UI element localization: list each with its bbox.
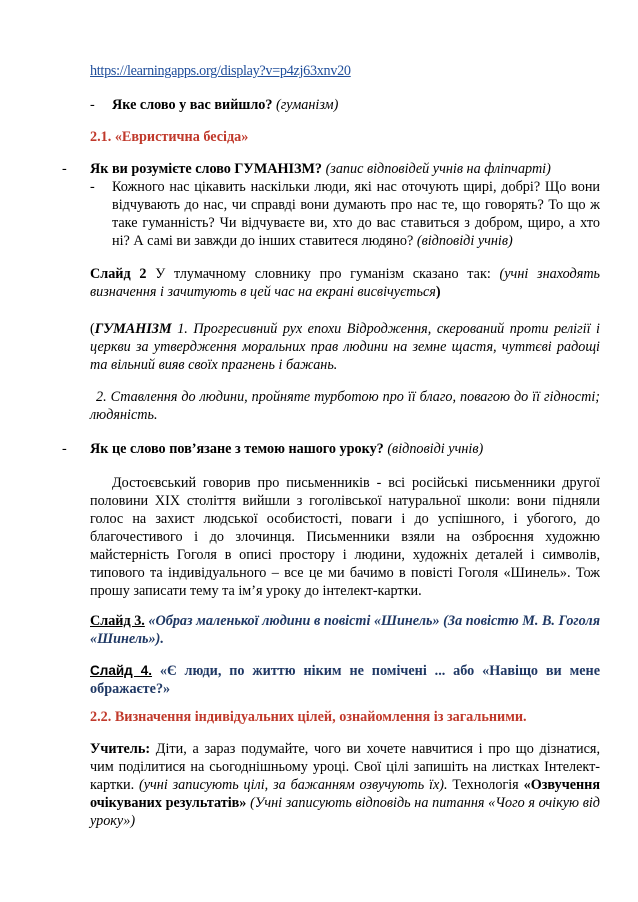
humanism-definition-2: 2. Ставлення до людини, пройняте турботою про її благо, повагою до її гідності; людяність. xyxy=(90,389,600,423)
slide-2-paragraph: Слайд 2 У тлумачному словнику про гуманізм сказано так: (учні знаходять визначення і зачитують в цей час на екрані висвічується) xyxy=(90,266,601,300)
bullet-dash: - xyxy=(62,441,67,457)
question-word: Яке слово у вас вийшло? (гуманізм) xyxy=(112,97,339,113)
sub-bullet-dash: - xyxy=(90,179,95,195)
slide-4-paragraph: Слайд 4. «Є люди, по життю ніким не помічені ... або «Навіщо ви мене ображаєте?» xyxy=(90,663,601,697)
teacher-paragraph: Учитель: Діти, а зараз подумайте, чого ви хочете навчитися і про що дізнатися, чим поділитися на сьогоднішньому уроці. Свої цілі запишіть на листках Інтелект-картки. (учні записують цілі, за бажанням озвучують їх). Технологія «Озвучення очікуваних результатів» (Учні записують відповідь на питання «Чого я очікую від уроку») xyxy=(90,741,601,829)
learningapps-link[interactable]: https://learningapps.org/display?v=p4zj63xnv20 xyxy=(90,63,351,79)
section-heading-2-2: 2.2. Визначення індивідуальних цілей, ознайомлення із загальними. xyxy=(90,709,527,725)
bullet-dash: - xyxy=(62,161,67,177)
humanism-definition-1: (ГУМАНІЗМ 1. Прогресивний рух епохи Відродження, скерований проти релігії і церкви за утвердження моральних прав людини на земне щастя, чуттєві радощі та вільний вияв своїх прагнень і бажань. xyxy=(90,321,600,373)
slide-3-paragraph: Слайд 3. «Образ маленької людини в повісті «Шинель» (За повістю М. В. Гоголя «Шинель»). xyxy=(90,613,600,647)
section-heading-2-1: 2.1. «Евристична бесіда» xyxy=(90,129,249,145)
bullet-dash: - xyxy=(90,97,95,113)
question-humanism: Як ви розумієте слово ГУМАНІЗМ? (запис відповідей учнів на фліпчарті) xyxy=(90,161,551,177)
humanism-discussion: Кожного нас цікавить наскільки люди, які нас оточують щирі, добрі? Що вони відчувають до нас, чи справді вони думають про нас те, що говорять? То що ж таке гуманність? Чи відчуваєте ви, хто до вас ставиться з добром, щиро, а хто ні? А самі ви завжди до інших ставитеся людяно? (відповіді учнів) xyxy=(112,179,600,249)
question-lesson-topic: Як це слово пов’язане з темою нашого уроку? (відповіді учнів) xyxy=(90,441,484,457)
dostoevsky-paragraph: Достоєвський говорив про письменників - всі російські письменники другої половини ХІХ століття вийшли з гоголівської натуральної школи: вони підняли голос на захист людської особистості, поваги і до успішного, і убогого, до благочестивого і до злочинця. Письменники взяли на озброєння художню майстерність Гоголя в описі простору і людини, художніх деталей і символів, типового та індивідуального – все це ми бачимо в повісті Гоголя «Шинель». Тож прошу записати тему та ім’я уроку до інтелект-картки. xyxy=(90,475,600,599)
